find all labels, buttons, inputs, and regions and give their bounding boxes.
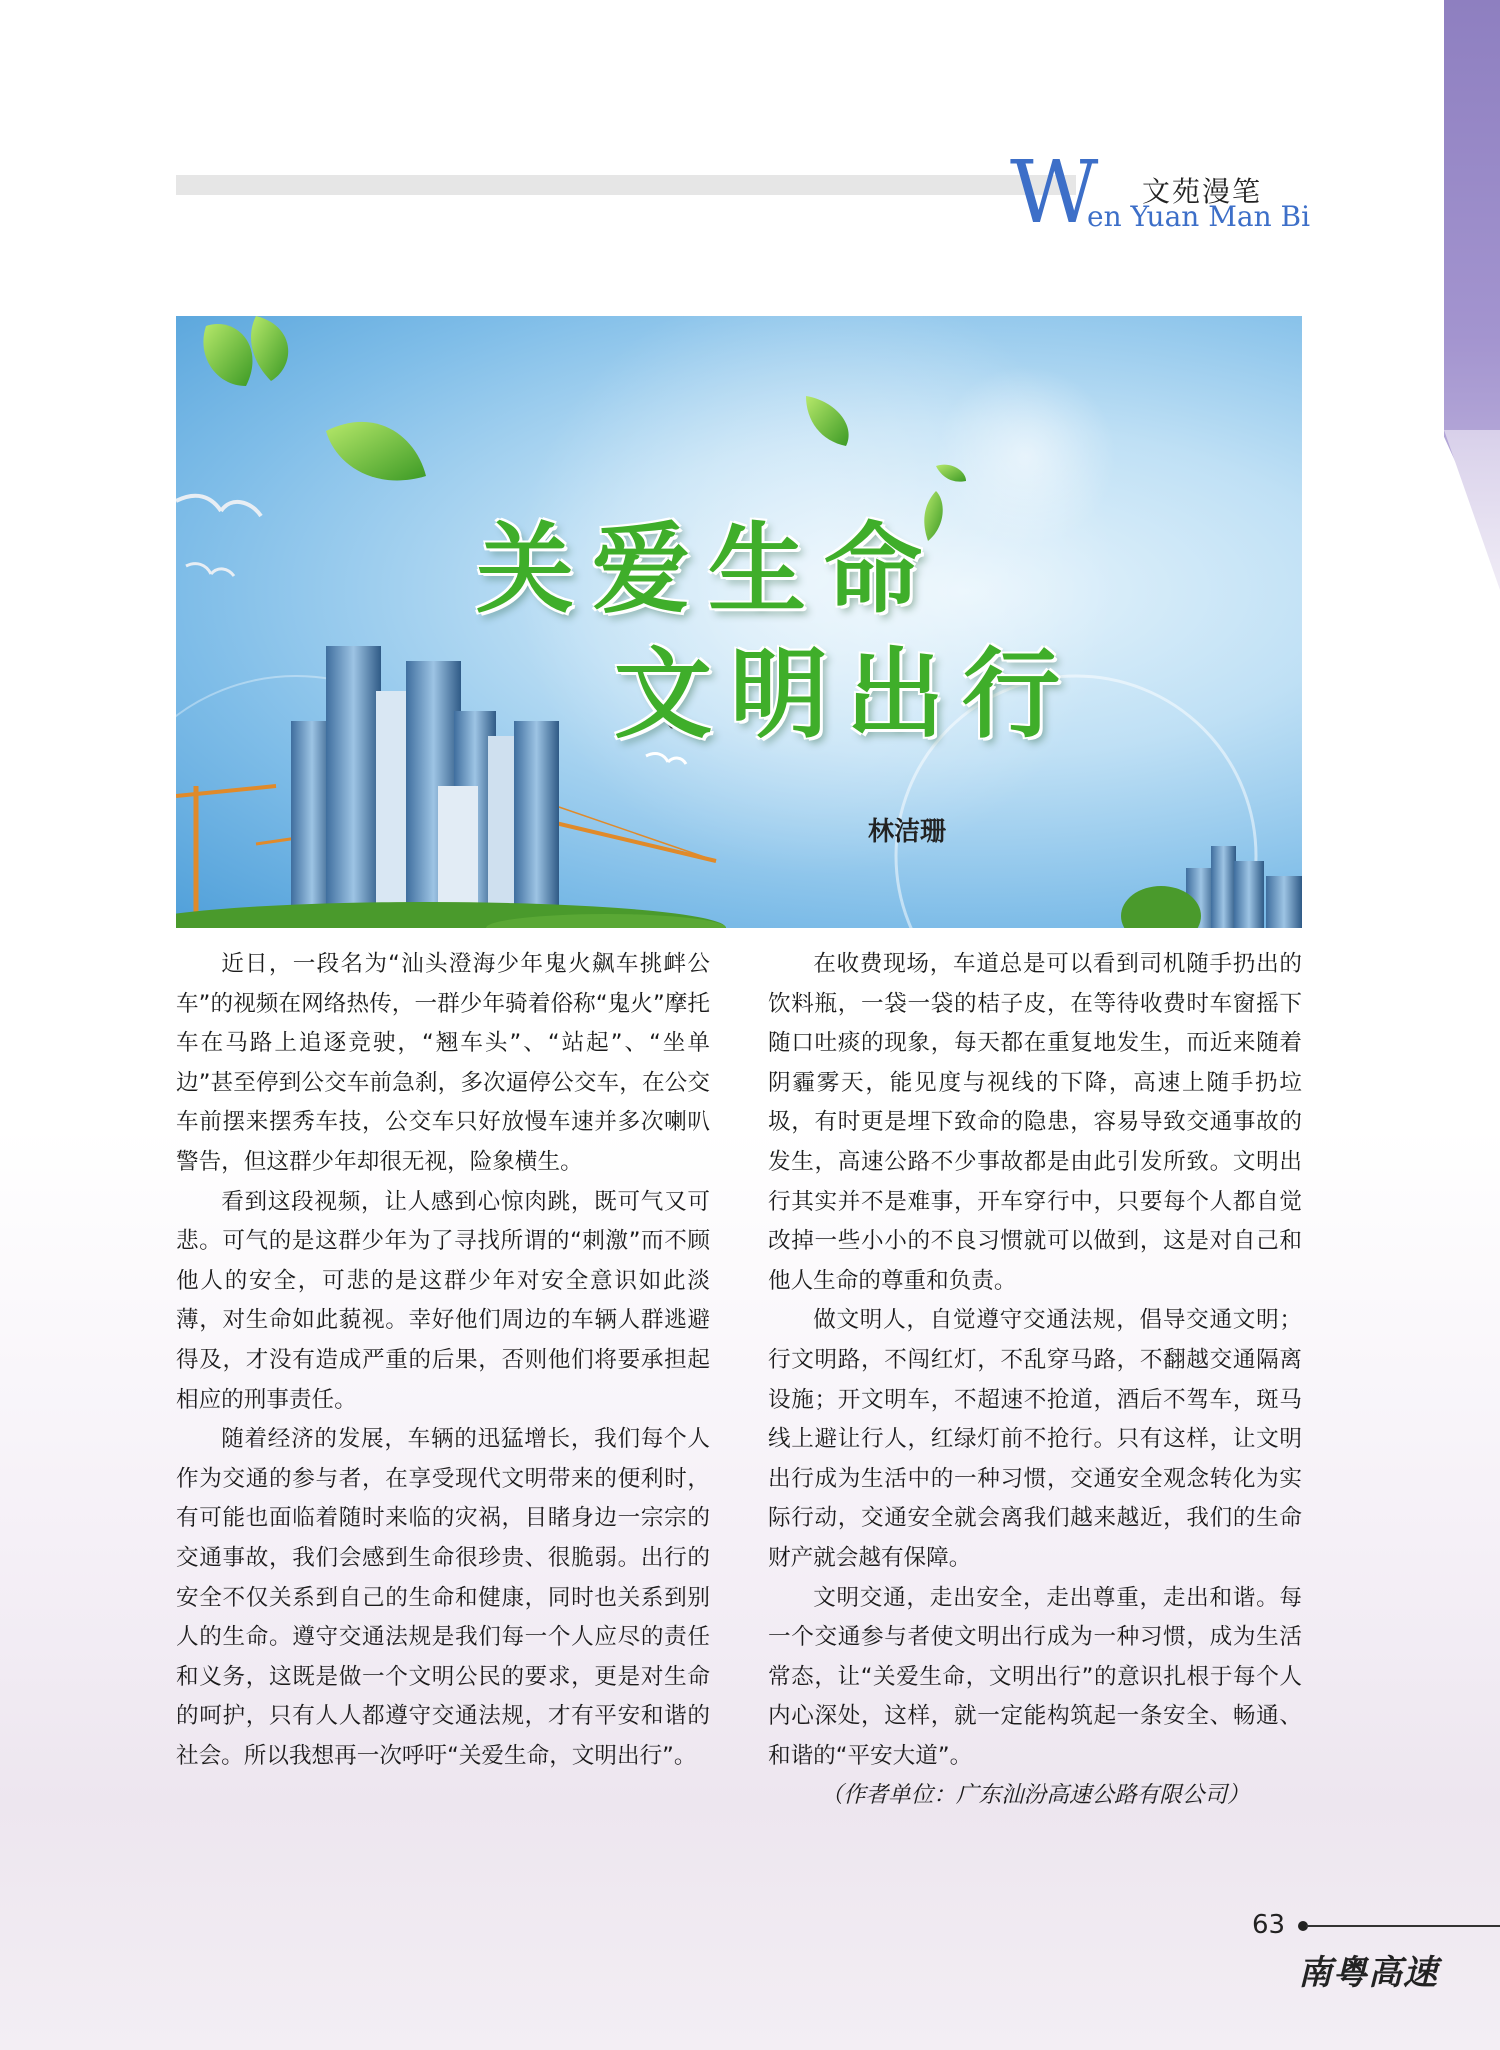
- section-title-en: en Yuan Man Bi: [1087, 200, 1311, 233]
- article-author: 林洁珊: [868, 817, 947, 847]
- author-affiliation: （作者单位：广东汕汾高速公路有限公司）: [820, 1782, 1250, 1809]
- footer-rule: [1306, 1925, 1500, 1927]
- paragraph: 看到这段视频，让人感到心惊肉跳，既可气又可悲。可气的是这群少年为了寻找所谓的“刺激”而不顾他人的安全，可悲的是这群少年对安全意识如此淡薄，对生命如此藐视。幸好他们周边的车辆人群逃避得及，才没有造成严重的后果，否则他们将要承担起相应的刑事责任。: [176, 1188, 710, 1413]
- magazine-logo: 南粤高速: [1298, 1953, 1438, 1993]
- article-column-right: [768, 945, 1302, 1816]
- banner-title-line1: 关爱生命: [476, 513, 941, 627]
- article-column-left: [176, 945, 710, 1776]
- page-number: 63: [1252, 1910, 1286, 1940]
- page-edge-decoration-lower: [1444, 430, 1500, 590]
- banner-title-line2: 文明出行: [614, 638, 1079, 752]
- paragraph: 近日，一段名为“汕头澄海少年鬼火飙车挑衅公车”的视频在网络热传，一群少年骑着俗称“鬼火”摩托车在马路上追逐竞驶，“翘车头”、“站起”、“坐单边”甚至停到公交车前急刹，多次逼停公交车，在公交车前摆来摆秀车技，公交车只好放慢车速并多次喇叭警告，但这群少年却很无视，险象横生。: [176, 951, 710, 1175]
- paragraph: 在收费现场，车道总是可以看到司机随手扔出的饮料瓶，一袋一袋的桔子皮，在等待收费时车窗摇下随口吐痰的现象，每天都在重复地发生，而近来随着阴霾雾天，能见度与视线的下降，高速上随手扔垃圾，有时更是埋下致命的隐患，容易导致交通事故的发生，高速公路不少事故都是由此引发所致。文明出行其实并不是难事，开车穿行中，只要每个人都自觉改掉一些小小的不良习惯就可以做到，这是对自己和他人生命的尊重和负责。: [768, 951, 1302, 1294]
- paragraph: 文明交通，走出安全，走出尊重，走出和谐。每一个交通参与者使文明出行成为一种习惯，成为生活常态，让“关爱生命，文明出行”的意识扎根于每个人内心深处，这样，就一定能构筑起一条安全、畅通、和谐的“平安大道”。: [768, 1584, 1302, 1769]
- header-rule: [176, 175, 1076, 195]
- article-banner: [176, 316, 1302, 928]
- section-initial: W: [1010, 143, 1099, 243]
- paragraph: 随着经济的发展，车辆的迅猛增长，我们每个人作为交通的参与者，在享受现代文明带来的便利时，有可能也面临着随时来临的灾祸，目睹身边一宗宗的交通事故，我们会感到生命很珍贵、很脆弱。出行的安全不仅关系到自己的生命和健康，同时也关系到别人的生命。遵守交通法规是我们每一个人应尽的责任和义务，这既是做一个文明公民的要求，更是对生命的呵护，只有人人都遵守交通法规，才有平安和谐的社会。所以我想再一次呼吁“关爱生命，文明出行”。: [176, 1426, 710, 1769]
- paragraph: 做文明人，自觉遵守交通法规，倡导交通文明；行文明路，不闯红灯，不乱穿马路，不翻越交通隔离设施；开文明车，不超速不抢道，酒后不驾车，斑马线上避让行人，红绿灯前不抢行。只有这样，让文明出行成为生活中的一种习惯，交通安全观念转化为实际行动，交通安全就会离我们越来越近，我们的生命财产就会越有保障。: [768, 1307, 1302, 1571]
- section-title-cn: 文苑漫笔: [1142, 175, 1263, 208]
